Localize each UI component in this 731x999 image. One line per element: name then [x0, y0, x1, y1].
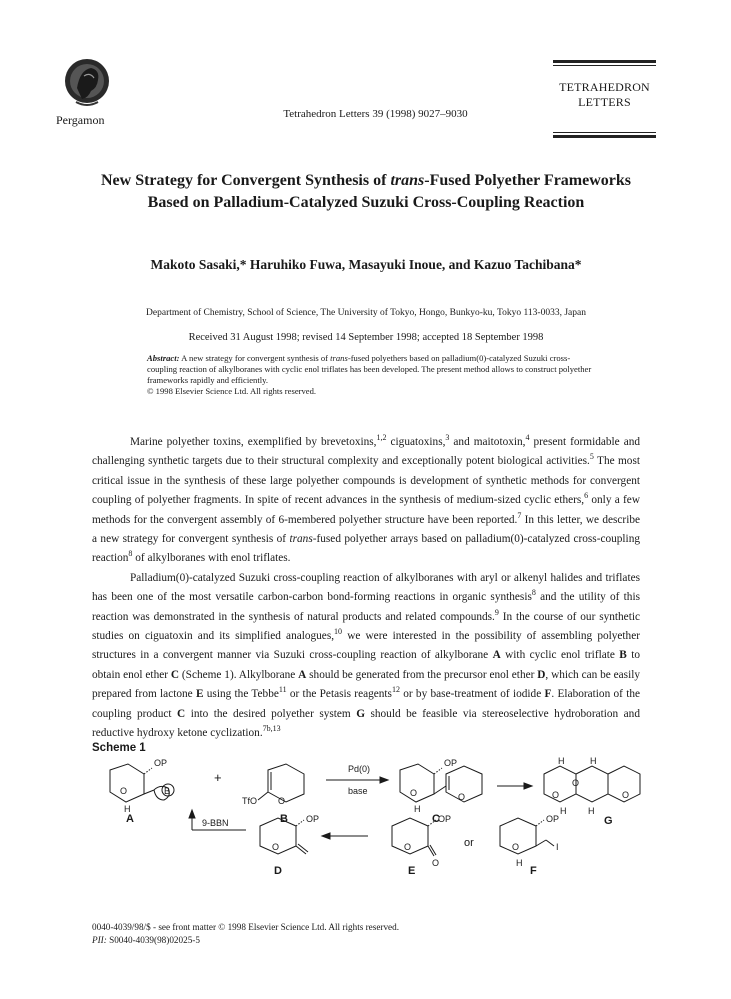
abstract-label: Abstract:	[147, 353, 180, 363]
e-op-label: OP	[438, 814, 452, 824]
g-h4-label: H	[588, 806, 595, 816]
c-o-label: O	[410, 788, 418, 798]
masthead-rule-top-thin	[553, 65, 656, 66]
received-dates: Received 31 August 1998; revised 14 September 1998; accepted 18 September 1998	[188, 332, 544, 343]
d-op-label: OP	[306, 814, 320, 824]
g-h2-label: H	[590, 756, 597, 766]
masthead-rule-top	[553, 60, 656, 63]
g-o2-label: O	[552, 790, 560, 800]
reagent-9bbn: 9-BBN	[202, 818, 229, 828]
reagent-pd: Pd(0)	[348, 764, 371, 774]
f-i-label: I	[556, 842, 559, 852]
label-b: B	[280, 813, 288, 825]
paragraph-2: Palladium(0)-catalyzed Suzuki cross-coupling reaction of alkylboranes with aryl or alkenyl halides and triflates has been one of the most versatile carbon-carbon bond-forming reactions in organic synthesis$^8$ and the utility of this reaction was demonstrated in the synthesis of natural products and related compounds.$^9$ In the course of our synthetic studies on ciguatoxin and its simplified analogues,$^{10}$ we were interested in the possibility of assembling polyether structures in a convergent manner via Suzuki cross-coupling reaction of alkylborane A with cyclic enol triflate B to obtain enol ether C (Scheme 1). Alkylborane A should be generated from the precursor enol ether D, which can be easily prepared from lactone E using the Tebbe$^{11}$ or the Petasis reagents$^{12}$ or by base-treatment of iodide F. Elaboration of the coupling product C into the desired polyether system G should be feasible via stereoselective hydroboration and reductive hydroxy ketone cyclization.$^{7b,13}$	[92, 571, 641, 740]
scheme-label: Scheme 1	[92, 742, 146, 754]
or-label: or	[464, 837, 474, 849]
compound-e-structure	[392, 818, 436, 856]
compound-a-structure	[110, 764, 174, 802]
c-op-label: OP	[444, 758, 458, 768]
a-o-label: O	[120, 786, 128, 796]
journal-citation: Tetrahedron Letters 39 (1998) 9027–9030	[283, 108, 468, 120]
g-o1-label: O	[572, 778, 580, 788]
journal-name-line2: LETTERS	[578, 95, 631, 109]
affiliation: Department of Chemistry, School of Science, The University of Tokyo, Hongo, Bunkyo-ku, Tokyo 113-0033, Japan	[146, 308, 586, 318]
footer	[92, 921, 399, 947]
article-title	[60, 170, 672, 214]
publisher-name: Pergamon	[56, 113, 105, 127]
paragraph-1: Marine polyether toxins, exemplified by brevetoxins,$^{1,2}$ ciguatoxins,$^3$ and maitotoxin,$^4$ present formidable and challenging synthetic targets due to their structural complexity and exceptionally potent biological activities.$^5$ The most critical issue in the synthesis of these large polyether compounds is development of synthetic methods for convergent coupling of polyether fragments. In spite of recent advances in the synthesis of medium-sized cyclic ethers,$^6$ only a few methods for the convergent assembly of 6-membered polyether structure have been reported.$^7$ In this letter, we describe a new strategy for convergent synthesis of trans-fused polyether arrays based on palladium(0)-catalyzed cross-coupling reaction$^8$ of alkylboranes with enol triflates.	[92, 433, 641, 565]
e-o-label: O	[404, 842, 412, 852]
title-line1: New Strategy for Convergent Synthesis of trans-Fused Polyether Frameworks	[100, 172, 632, 189]
masthead-rule-bottom	[553, 135, 656, 138]
abstract: Abstract: A new strategy for convergent synthesis of trans-fused polyethers based on palladium(0)-catalyzed Suzuki cross-coupling reaction of alkylboranes with cyclic enol triflates has been developed. The present method allows to construct polyether frameworks rapidly and efficiently. © 1998 Elsevier Science Ltd. All rights reserved.	[147, 353, 597, 397]
masthead-rule-bottom-thin	[553, 132, 656, 133]
label-e: E	[408, 865, 416, 876]
g-o3-label: O	[622, 790, 630, 800]
pergamon-logo	[64, 58, 110, 110]
g-h1-label: H	[558, 756, 565, 766]
e-carbonyl-label: O	[432, 858, 440, 868]
g-h3-label: H	[560, 806, 567, 816]
abstract-copyright: © 1998 Elsevier Science Ltd. All rights reserved.	[147, 386, 317, 396]
d-o-label: O	[272, 842, 280, 852]
label-g: G	[604, 815, 613, 827]
a-h-label: H	[124, 804, 131, 814]
c-o2-label: O	[458, 792, 466, 802]
footer-pii: PII: S0040-4039(98)02025-5	[92, 935, 200, 945]
b-o-label: O	[278, 796, 286, 806]
a-b-label: B	[164, 786, 171, 796]
journal-name-line1: TETRAHEDRON	[559, 80, 650, 94]
footer-issn: 0040-4039/98/$ - see front matter © 1998 Elsevier Science Ltd. All rights reserved.	[92, 922, 400, 932]
plus-sign: +	[214, 770, 222, 785]
journal-name	[553, 80, 656, 110]
label-a: A	[126, 813, 134, 825]
title-line2: Based on Palladium-Catalyzed Suzuki Cross-Coupling Reaction	[147, 194, 585, 211]
c-h-label: H	[414, 804, 421, 814]
f-h-label: H	[516, 858, 523, 868]
f-op-label: OP	[546, 814, 560, 824]
a-op-label: OP	[154, 758, 168, 768]
label-d: D	[274, 865, 282, 876]
b-tfo-label: TfO	[242, 796, 257, 806]
label-f: F	[530, 865, 537, 876]
author-list: Makoto Sasaki,* Haruhiko Fuwa, Masayuki Inoue, and Kazuo Tachibana*	[150, 257, 582, 272]
reagent-base: base	[348, 786, 368, 796]
scheme-1-figure	[92, 756, 652, 876]
f-o-label: O	[512, 842, 520, 852]
body-text	[92, 433, 640, 744]
label-c: C	[432, 813, 440, 825]
journal-masthead	[553, 60, 656, 138]
